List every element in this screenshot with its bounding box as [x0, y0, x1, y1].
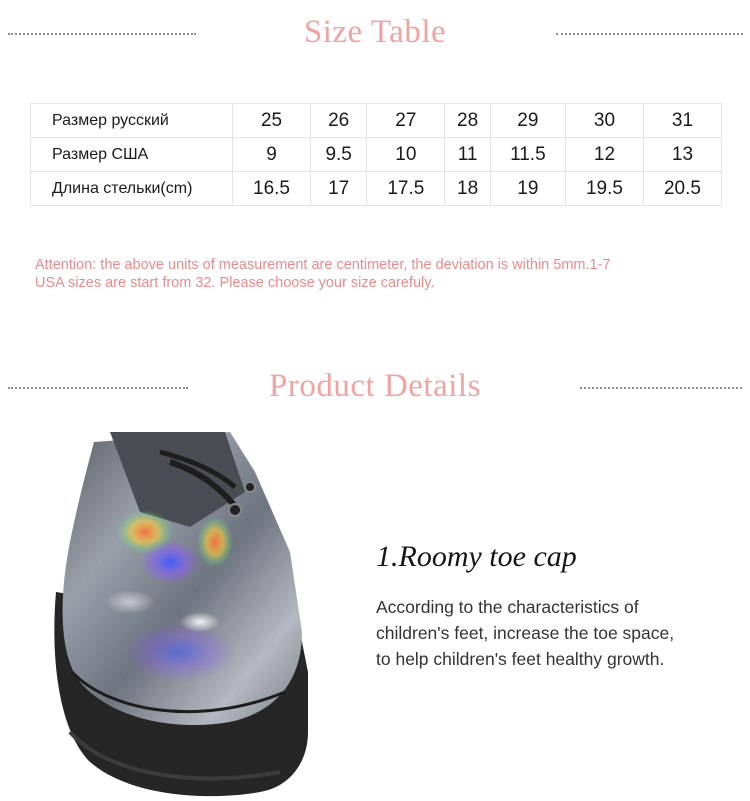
- table-cell: 17: [311, 172, 367, 206]
- table-cell: 18: [445, 172, 490, 206]
- boot-toe-photo: [50, 432, 310, 801]
- dotted-divider-right: [580, 387, 742, 389]
- table-cell: 25: [233, 104, 311, 138]
- table-cell: 31: [643, 104, 721, 138]
- feature-description-line: to help children's feet healthy growth.: [376, 649, 665, 669]
- table-cell: 10: [367, 138, 445, 172]
- table-cell: 29: [490, 104, 565, 138]
- size-table-title: Size Table: [303, 14, 447, 50]
- dotted-divider-right: [556, 33, 743, 35]
- table-row: [31, 104, 722, 138]
- row-label: Размер США: [31, 138, 233, 172]
- product-details-title: Product Details: [269, 368, 481, 404]
- table-cell: 17.5: [367, 172, 445, 206]
- table-cell: 20.5: [643, 172, 721, 206]
- feature-description-line: children's feet, increase the toe space,: [376, 623, 675, 643]
- table-cell: 11.5: [490, 138, 565, 172]
- attention-note: [35, 256, 725, 292]
- table-cell: 9: [233, 138, 311, 172]
- table-cell: 19: [490, 172, 565, 206]
- table-cell: 27: [367, 104, 445, 138]
- table-cell: 9.5: [311, 138, 367, 172]
- feature-description-line: According to the characteristics of: [376, 597, 639, 617]
- table-cell: 19.5: [565, 172, 643, 206]
- table-cell: 13: [643, 138, 721, 172]
- table-cell: 26: [311, 104, 367, 138]
- product-details-header: [0, 368, 750, 408]
- feature-description: [376, 594, 736, 672]
- table-cell: 16.5: [233, 172, 311, 206]
- row-label: Длина стельки(cm): [31, 172, 233, 206]
- table-cell: 11: [445, 138, 490, 172]
- attention-line: USA sizes are start from 32. Please choose your size carefuly.: [35, 275, 435, 291]
- row-label: Размер русский: [31, 104, 233, 138]
- table-cell: 28: [445, 104, 490, 138]
- table-cell: 30: [565, 104, 643, 138]
- table-cell: 12: [565, 138, 643, 172]
- feature-title: 1.Roomy toe cap: [376, 540, 577, 573]
- table-row: [31, 172, 722, 206]
- size-table-header: [0, 14, 750, 54]
- attention-line: Attention: the above units of measurement are centimeter, the deviation is within 5mm.1-7: [35, 257, 611, 273]
- size-table: [30, 103, 722, 206]
- table-row: [31, 138, 722, 172]
